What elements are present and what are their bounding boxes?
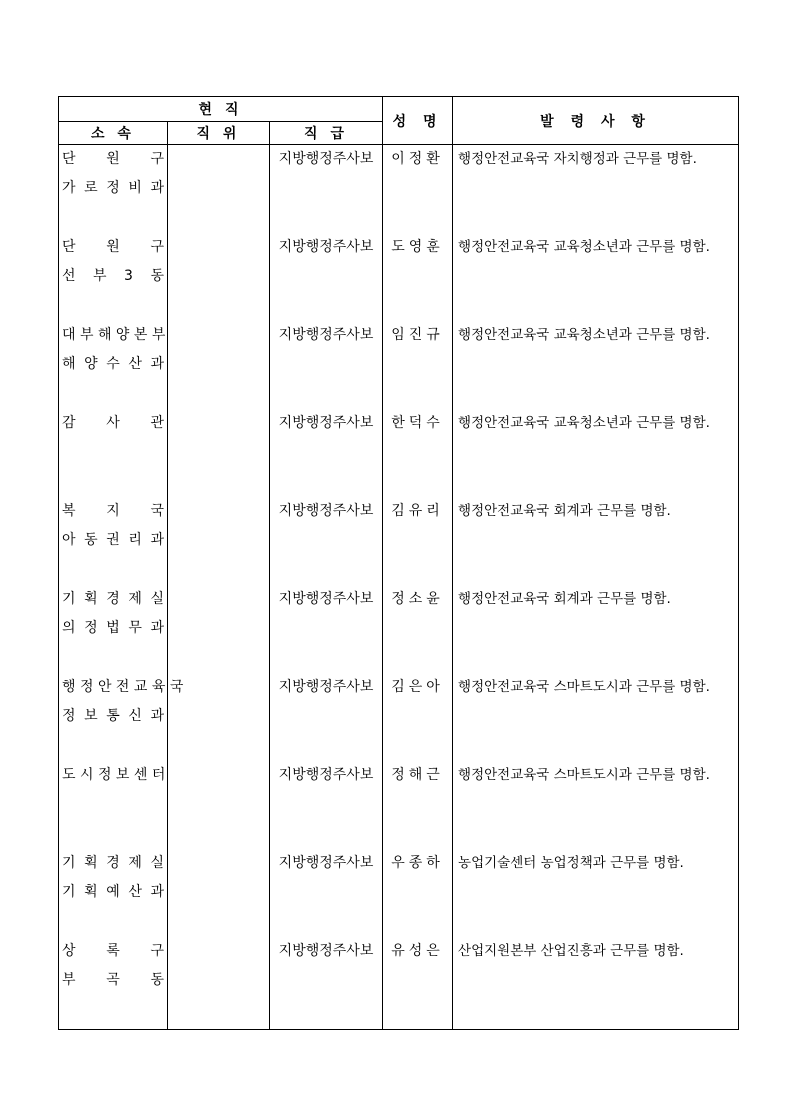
cell-name: 우종하 bbox=[383, 849, 453, 937]
dept-line: 감 사 관 bbox=[62, 415, 164, 431]
dept-line: 기 획 경 제 실 bbox=[62, 855, 164, 871]
header-current: 현 직 bbox=[59, 97, 383, 122]
dept-line: 단 원 구 bbox=[62, 151, 164, 167]
cell-rank: 지방행정주사보 bbox=[270, 849, 383, 937]
dept-line: 정 보 통 신 과 bbox=[62, 708, 164, 724]
cell-order: 행정안전교육국 교육청소년과 근무를 명함. bbox=[453, 321, 739, 409]
dept-line: 도 시 정 보 센 터 bbox=[62, 767, 166, 783]
cell-name: 도영훈 bbox=[383, 233, 453, 321]
dept-line: 해 양 수 산 과 bbox=[62, 356, 164, 372]
cell-dept bbox=[59, 321, 168, 409]
dept-line: 행 정 안 전 교 육 국 bbox=[62, 679, 184, 695]
cell-name: 김유리 bbox=[383, 497, 453, 585]
cell-dept bbox=[59, 673, 184, 761]
cell-rank: 지방행정주사보 bbox=[270, 145, 383, 234]
header-rank: 직 급 bbox=[270, 122, 383, 145]
cell-order: 산업지원본부 산업진흥과 근무를 명함. bbox=[453, 937, 739, 1030]
dept-line: 의 정 법 무 과 bbox=[62, 620, 164, 636]
cell-rank: 지방행정주사보 bbox=[270, 673, 383, 761]
cell-name: 이정환 bbox=[383, 145, 453, 234]
table-row bbox=[59, 937, 739, 1030]
dept-line: 가 로 정 비 과 bbox=[62, 180, 164, 196]
table-row bbox=[59, 849, 739, 937]
cell-position bbox=[168, 937, 270, 1030]
dept-line: 기 획 경 제 실 bbox=[62, 591, 164, 607]
table-row bbox=[59, 233, 739, 321]
dept-line: 단 원 구 bbox=[62, 239, 164, 255]
cell-dept bbox=[59, 145, 168, 234]
cell-order: 행정안전교육국 교육청소년과 근무를 명함. bbox=[453, 233, 739, 321]
cell-order: 행정안전교육국 회계과 근무를 명함. bbox=[453, 585, 739, 673]
cell-position bbox=[168, 849, 270, 937]
cell-position bbox=[168, 321, 270, 409]
cell-dept bbox=[59, 233, 168, 321]
cell-order: 행정안전교육국 자치행정과 근무를 명함. bbox=[453, 145, 739, 234]
header-position: 직 위 bbox=[168, 122, 270, 145]
table-body bbox=[59, 145, 739, 1030]
cell-position bbox=[168, 145, 270, 234]
dept-line bbox=[62, 790, 164, 819]
dept-line: 상 록 구 bbox=[62, 943, 164, 959]
cell-dept bbox=[59, 937, 168, 1030]
cell-dept bbox=[59, 497, 168, 585]
cell-rank: 지방행정주사보 bbox=[270, 321, 383, 409]
cell-dept bbox=[59, 409, 168, 497]
cell-position bbox=[168, 761, 270, 849]
dept-line: 아 동 권 리 과 bbox=[62, 532, 164, 548]
cell-position bbox=[168, 409, 270, 497]
cell-order: 행정안전교육국 회계과 근무를 명함. bbox=[453, 497, 739, 585]
cell-name: 유성은 bbox=[383, 937, 453, 1030]
cell-rank: 지방행정주사보 bbox=[270, 497, 383, 585]
table-row bbox=[59, 585, 739, 673]
header-dept: 소 속 bbox=[59, 122, 168, 145]
cell-name: 김은아 bbox=[383, 673, 453, 761]
table-row bbox=[59, 145, 739, 234]
header-name: 성 명 bbox=[383, 97, 453, 145]
table-row bbox=[59, 761, 739, 849]
table-row bbox=[59, 321, 739, 409]
cell-rank: 지방행정주사보 bbox=[270, 761, 383, 849]
dept-line: 부 곡 동 bbox=[62, 972, 164, 988]
table-row bbox=[59, 497, 739, 585]
dept-line: 대 부 해 양 본 부 bbox=[62, 327, 166, 343]
dept-line bbox=[62, 438, 164, 467]
dept-line: 선 부 3 동 bbox=[62, 268, 164, 284]
cell-order: 행정안전교육국 교육청소년과 근무를 명함. bbox=[453, 409, 739, 497]
table-row bbox=[59, 673, 739, 761]
personnel-order-table bbox=[58, 96, 739, 1030]
cell-dept bbox=[59, 761, 168, 849]
cell-dept bbox=[59, 585, 168, 673]
cell-position bbox=[168, 233, 270, 321]
cell-position bbox=[168, 497, 270, 585]
cell-rank: 지방행정주사보 bbox=[270, 937, 383, 1030]
cell-name: 임진규 bbox=[383, 321, 453, 409]
dept-line: 기 획 예 산 과 bbox=[62, 884, 164, 900]
cell-order: 농업기술센터 농업정책과 근무를 명함. bbox=[453, 849, 739, 937]
cell-dept bbox=[59, 849, 168, 937]
header-order: 발 령 사 항 bbox=[453, 97, 739, 145]
dept-line: 복 지 국 bbox=[62, 503, 164, 519]
cell-rank: 지방행정주사보 bbox=[270, 233, 383, 321]
cell-order: 행정안전교육국 스마트도시과 근무를 명함. bbox=[453, 761, 739, 849]
table-row bbox=[59, 409, 739, 497]
cell-order: 행정안전교육국 스마트도시과 근무를 명함. bbox=[453, 673, 739, 761]
cell-rank: 지방행정주사보 bbox=[270, 409, 383, 497]
cell-name: 정소윤 bbox=[383, 585, 453, 673]
cell-position bbox=[168, 585, 270, 673]
cell-name: 정해근 bbox=[383, 761, 453, 849]
cell-rank: 지방행정주사보 bbox=[270, 585, 383, 673]
cell-name: 한덕수 bbox=[383, 409, 453, 497]
